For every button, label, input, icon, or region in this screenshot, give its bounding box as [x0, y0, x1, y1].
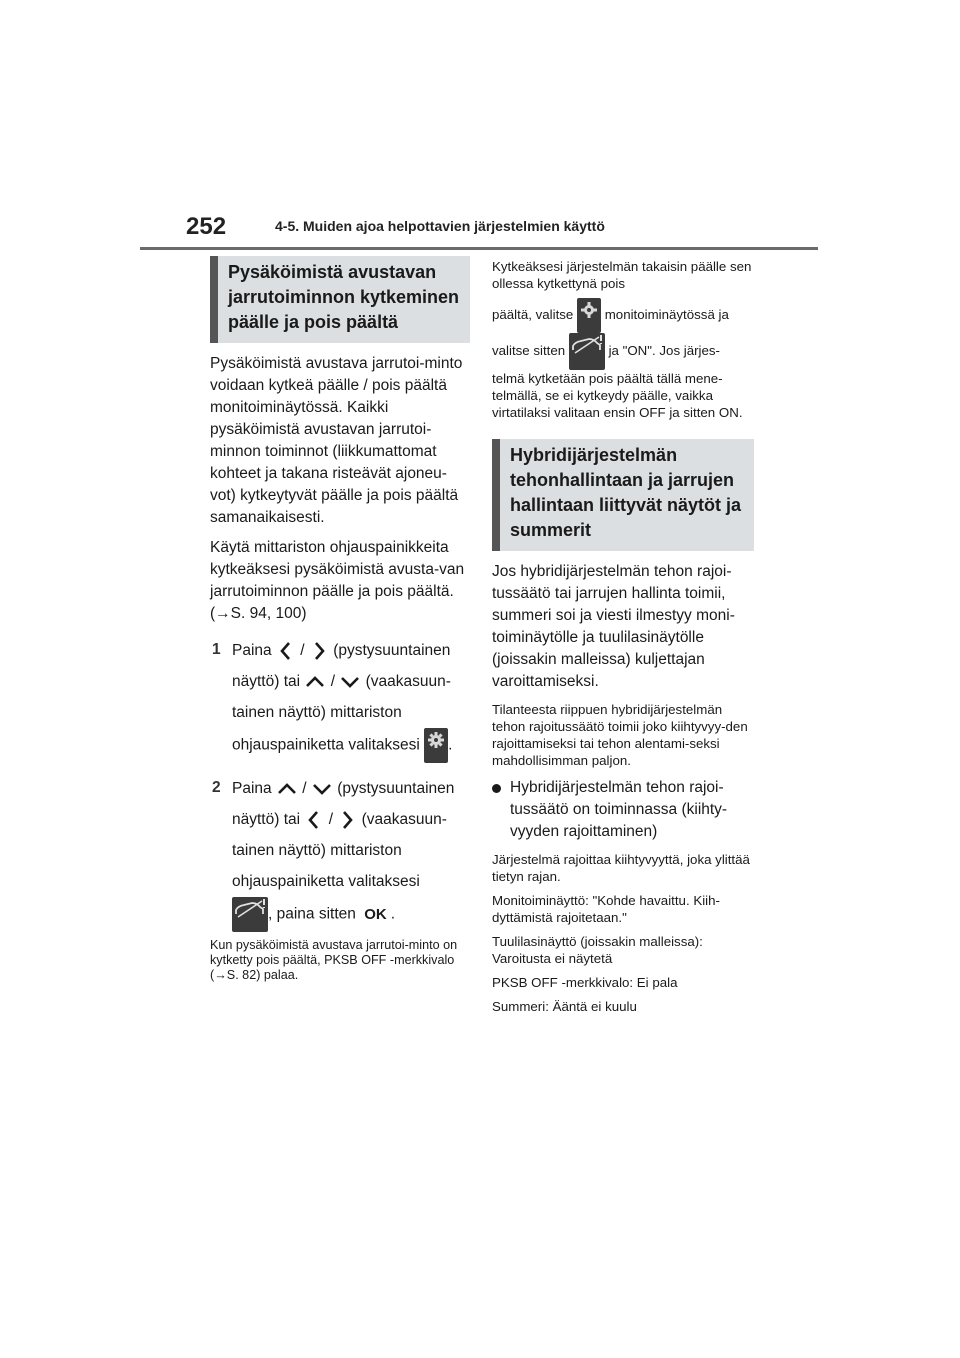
chevron-right-icon — [309, 640, 329, 662]
chevron-up-icon — [276, 781, 298, 797]
left-column — [210, 256, 470, 983]
step-number: 1 — [212, 641, 221, 658]
reenable-text: päältä, valitse — [492, 307, 574, 323]
page-number: 252 — [186, 213, 227, 240]
pksb-off-note: Kun pysäköimistä avustava jarrutoi-minto on kytketty pois päältä, PKSB OFF -merkkivalo (→S. 82) palaa. — [210, 938, 458, 982]
reenable-line-3 — [492, 333, 754, 370]
step-text: (pystysuuntainen — [333, 642, 451, 659]
chapter-title: 4-5. Muiden ajoa helpottavien järjestelmien käyttö — [275, 218, 605, 234]
condition-line: Tuulilasinäyttö (joissakin malleissa): Varoitusta ei näytetä — [492, 934, 703, 966]
step-text: näyttö) tai — [232, 673, 301, 690]
step-text: Paina — [232, 780, 272, 797]
condition-line: Summeri: Ääntä ei kuulu — [492, 999, 637, 1014]
reenable-text: monitoiminäytössä ja — [604, 307, 729, 323]
step-text: . — [390, 905, 396, 923]
condition-line: PKSB OFF -merkkivalo: Ei pala — [492, 975, 678, 990]
reenable-text: valitse sitten — [492, 343, 566, 359]
bullet-text: Hybridijärjestelmän tehon rajoi-tussäätö on toiminnassa (kiihty-vyyden rajoittaminen) — [510, 779, 728, 840]
step-text: Paina — [232, 642, 272, 659]
slash-text: / — [330, 673, 335, 690]
car-warning-icon — [232, 897, 268, 932]
step-number: 2 — [212, 779, 221, 796]
slash-text: / — [300, 642, 305, 659]
chevron-up-icon — [304, 674, 326, 690]
step-text: tainen näyttö) mittariston — [232, 842, 402, 859]
reenable-text: ja "ON". Jos järjes- — [608, 343, 720, 359]
car-warning-icon — [569, 333, 605, 370]
bullet-icon — [492, 784, 501, 793]
pksb-controls-paragraph: Käytä mittariston ohjauspainikkeita kytkeäksesi pysäköimistä avusta-van jarrutoiminnon päälle ja pois päältä. (→S. 94, 100) — [210, 539, 465, 622]
chevron-down-icon — [339, 674, 361, 690]
step-2 — [210, 773, 470, 928]
chevron-left-icon — [276, 640, 296, 662]
step-text: ohjauspainiketta valitaksesi — [232, 736, 420, 754]
gear-icon — [424, 728, 448, 763]
chevron-right-icon — [337, 809, 357, 831]
bullet-item — [492, 777, 754, 843]
reenable-text: Kytkeäksesi järjestelmän takaisin päälle sen ollessa kytkettynä pois — [492, 259, 752, 291]
page-header — [140, 205, 818, 250]
slash-text: / — [328, 811, 333, 828]
step-text: (vaakasuun- — [365, 673, 451, 690]
reenable-line-2 — [492, 298, 754, 333]
pksb-intro-paragraph: Pysäköimistä avustava jarrutoi-minto voidaan kytkeä päälle / pois päältä monitoiminäytössä. Kaikki pysäköimistä avustavan jarrutoi-minnon toiminnot (liikkumattomat kohteet ja takana risteävät ajoneu-vot) kytkeytyvät päälle ja pois päältä samanaikaisesti. — [210, 355, 463, 526]
right-column — [492, 258, 754, 1022]
condition-line: Järjestelmä rajoittaa kiihtyvyyttä, joka ylittää tietyn rajan. — [492, 852, 750, 884]
step-text: tainen näyttö) mittariston — [232, 704, 402, 721]
step-text: . — [448, 736, 453, 754]
chevron-down-icon — [311, 781, 333, 797]
chevron-left-icon — [304, 809, 324, 831]
slash-text: / — [302, 780, 307, 797]
hybrid-detail-paragraph: Tilanteesta riippuen hybridijärjestelmän tehon rajoitussäätö toimii joko kiihtyvyy-den rajoittamiseksi tai tehon alentami-seksi mahdollisimman paljon. — [492, 702, 748, 768]
step-1 — [210, 635, 470, 759]
step-text: , paina sitten — [268, 905, 356, 923]
step-text: (vaakasuun- — [361, 811, 447, 828]
hybrid-intro-paragraph: Jos hybridijärjestelmän tehon rajoi-tussäätö tai jarrujen hallinta toimii, summeri soi ja viesti ilmestyy moni-toiminäytölle ja tuulilasinäytölle (joissakin malleissa) kuljettajan varoittamiseksi. — [492, 563, 735, 690]
condition-line: Monitoiminäyttö: "Kohde havaittu. Kiih-dyttämistä rajoitetaan." — [492, 893, 720, 925]
reenable-text: telmä kytketään pois päältä tällä mene-telmällä, se ei kytkeydy päälle, vaikka virtatilaksi valitaan ensin OFF ja sitten ON. — [492, 371, 743, 420]
section-heading-hybrid: Hybridijärjestelmän tehonhallintaan ja jarrujen hallintaan liittyvät näytöt ja summerit — [492, 439, 754, 551]
ok-button-icon: OK — [364, 905, 387, 923]
step-text: näyttö) tai — [232, 811, 301, 828]
step-text: (pystysuuntainen — [337, 780, 455, 797]
step-text: ohjauspainiketta valitaksesi — [232, 873, 420, 890]
gear-icon — [577, 298, 601, 333]
section-heading-pksb: Pysäköimistä avustavan jarrutoiminnon kytkeminen päälle ja pois päältä — [210, 256, 470, 343]
